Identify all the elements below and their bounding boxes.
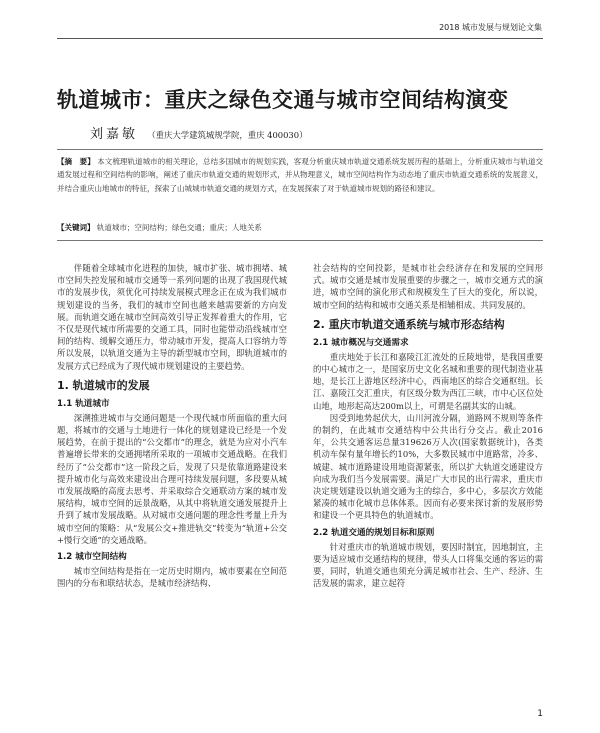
header-rule [57,38,543,39]
subsection-heading: 1.1 轨道城市 [57,398,110,409]
author-line [90,123,307,142]
paragraph: 深溯推进城市与交通问题是一个现代城市所面临的重大问题，将城市的交通与土地进行一体化的规划建设已经是一个发展趋势，在前于提出的“公交都市”的理念，就是为应对小汽车普遍增长带来的交通拥堵所采取的一项城市交通战略。在我们经历了“公交都市”这一阶段之后，发现了只是依靠道路建设来提升城市化与高效来建设出合理可持续发展问题，多段要从城市发展战略的高度去思考、并采取综合交通联动方案的城市发展结构，城市空间的远景战略，从其中将轨道交通发展提升上升到了城市发展战略。从对城市交通问题的理念性考量上升为城市空间的策略：从“发展公交+推进轨交”转变为“轨道+公交+慢行交通”的交通战略。 [57,412,287,545]
article-title: 轨道城市：重庆之绿色交通与城市空间结构演变 [57,88,509,112]
running-head: 2018 城市发展与规划论文集 [439,23,542,32]
subsection-heading: 1.2 城市空间结构 [57,552,127,563]
section-heading: 1. 轨道城市的发展 [57,378,150,392]
subsection-heading: 2.2 轨道交通的规划目标和原则 [313,527,435,538]
keywords [57,222,543,233]
abstract-text: 本文梳理轨道城市的相关理论，总结多国城市的规划实践，客观分析重庆城市轨道交通系统发展历程的基础上，分析重庆城市与轨道交通发展过程和空间结构的影响，阐述了重庆市轨道交通的规划形式，并从物理意义，城市空间结构作为动态地了重庆市轨道交通系统的发展意义，并结合重庆山地城市的特征，探索了山城城市轨道交通的规划方式，在发展探索了对于轨道城市规划的路径和建议。 [57,157,544,193]
paragraph: 伴随着全球城市化进程的加快，城市扩张、城市拥堵、城市空间失控发展和城市交通等一系列问题的出现了我国现代城市的发展步伐，须优化可持续发展模式理念正在成为我们城市规划建设的当务，我们的城市空间也越来越需要新的方向发展。而轨道交通在城市空间高效引导正发挥着重大的作用，它不仅是现代城市所需要的交通工具，同时也能带动沿线城市空间的结构、缓解交通压力，带动城市开发，提高人口容纳力等所以发展，以轨道交通为主导的新型城市空间，即轨道城市的发展方式已经成为了现代城市规划建设的主要趋势。 [57,263,287,371]
body-column-left [57,262,287,589]
section-heading: 2. 重庆市轨道交通系统与城市形态结构 [313,317,505,331]
abstract-top-rule [57,149,543,150]
body-column-right [313,262,543,589]
abstract [57,155,543,195]
keywords-text: 轨道城市；空间结构；绿色交通；重庆；人地关系 [96,223,262,232]
paragraph: 城市空间结构是指在一定历史时期内，城市要素在空间范围内的分布和联结状态，是城市经济结构、 [57,566,287,589]
author-name: 刘嘉敏 [90,127,139,142]
page-number: 1 [537,709,543,719]
author-affiliation: （重庆大学建筑城规学院，重庆 400030） [147,130,308,140]
paragraph: 因受到地势起伏大，山川河流分隔，道路网不规则等条件的制约，在此城市交通结构中公共出行分交占。截止2016年，公共交通客运总量319626万人次(国家数据统计)，各类机动车保有量年增长约10%，大多数民城市中道路常，冷多、城建、城市道路建设用地资源紧张，所以扩大轨道交通建设方向成为我们当今发展需要。满足广大市民的出行需求，重庆市决定规划建设以轨道交通为主的综合，多中心，多层次方效能紧凑的城市化城市总体体系。因而有必要来探讨新的发展形势和建设一个更具特色的轨道城市。 [313,412,543,521]
subsection-heading: 2.1 城市概况与交通需求 [313,337,409,348]
paragraph: 针对重庆市的轨道城市规划，要因时制宜，因地制宜，主要为适应城市交通结构的规律，带头人口将集交通的客运的需要，同时，轨道交通也须充分满足城市社会、生产、经济、生活发展的需求，建立起符 [313,541,543,589]
abstract-label: 【摘 要】 [57,157,95,166]
abstract-bottom-rule [57,240,543,241]
paragraph: 社会结构的空间投影，是城市社会经济存在和发展的空间形式。城市交通是城市发展重要的步骤之一，城市交通方式的演进，城市空间的演化形式和规模发生了巨大的变化，所以说，城市空间的结构和城市交通关系是相辅相成、共同发展的。 [313,263,543,310]
keywords-label: 【关键词】 [57,223,95,232]
paragraph: 重庆地处于长江和嘉陵江汇流处的丘陵地带，是我国重要的中心城市之一，是国家历史文化名城和重要的现代制造业基地，是长江上游地区经济中心，西南地区的综合交通枢纽。长江、嘉陵江交汇重庆，有区级分数为西江三峡，市中心区位处山地，地形起高达200m以上，可谓是名副其实的山城。 [313,351,543,411]
